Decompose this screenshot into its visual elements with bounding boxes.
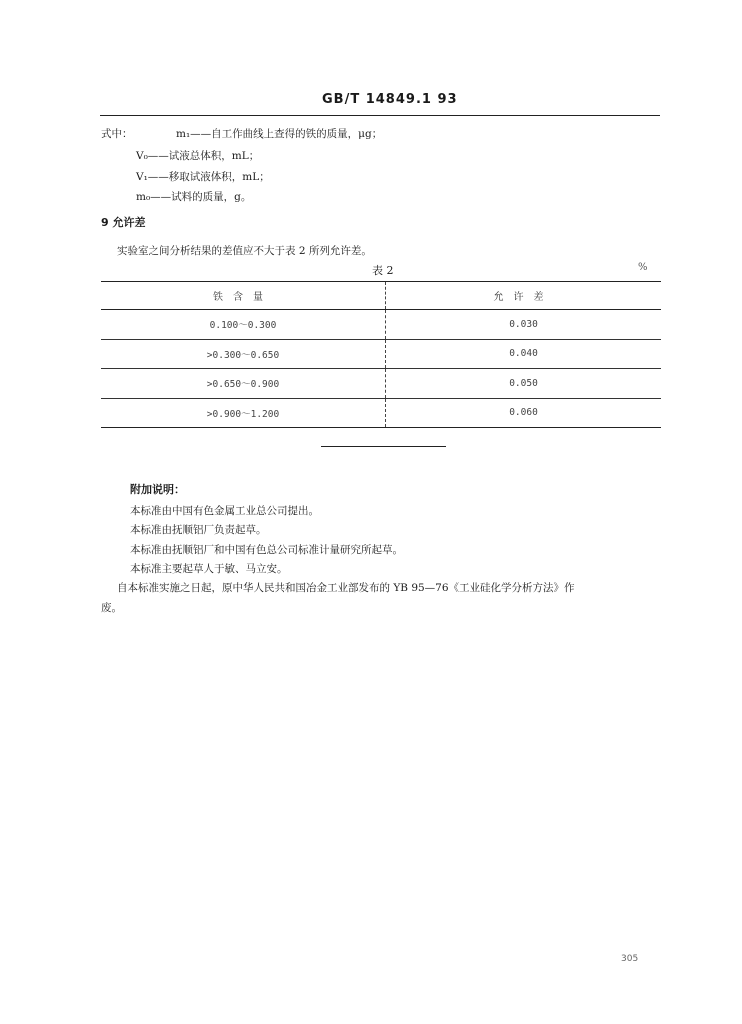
tolerance-table [101, 281, 661, 428]
iron-content-cell: 0.100～0.300 [101, 310, 386, 340]
table-unit: % [638, 262, 648, 273]
iron-content-cell: >0.650～0.900 [101, 369, 386, 399]
page-number: 305 [621, 954, 639, 964]
header-rule [100, 115, 660, 116]
iron-content-cell: >0.300～0.650 [101, 339, 386, 369]
formula-variable-v1: V₁——移取试液体积，mL； [136, 171, 270, 183]
table-header-row [101, 282, 661, 310]
header-iron-content: 铁含量 [101, 282, 386, 310]
tolerance-cell: 0.030 [386, 310, 662, 340]
table-caption: 表 2 [372, 264, 394, 277]
section-text: 实验室之间分析结果的差值应不大于表 2 所列允许差。 [117, 245, 372, 257]
note-line: 本标准由中国有色金属工业总公司提出。 [130, 505, 319, 517]
notes-title: 附加说明： [130, 483, 185, 496]
section-heading: 9 允许差 [101, 216, 146, 229]
header-tolerance: 允许差 [386, 282, 662, 310]
note-line: 本标准由抚顺铝厂和中国有色总公司标准计量研究所起草。 [130, 544, 403, 556]
iron-content-cell: >0.900～1.200 [101, 398, 386, 428]
note-line-continuation: 废。 [101, 602, 122, 614]
end-rule [321, 446, 446, 447]
table-row [101, 310, 661, 340]
tolerance-cell: 0.050 [386, 369, 662, 399]
table-row [101, 369, 661, 399]
tolerance-cell: 0.060 [386, 398, 662, 428]
standard-code: GB/T 14849.1 93 [322, 92, 458, 107]
formula-variable-m0: m₀——试料的质量，g。 [136, 191, 252, 203]
table-row [101, 398, 661, 428]
note-line: 本标准由抚顺铝厂负责起草。 [130, 524, 267, 536]
table-row [101, 339, 661, 369]
note-line: 自本标准实施之日起，原中华人民共和国冶金工业部发布的 YB 95—76《工业硅化学分析方法》作 [117, 582, 575, 594]
note-line: 本标准主要起草人于敏、马立安。 [130, 563, 288, 575]
formula-variable-m1: m₁——自工作曲线上查得的铁的质量，μg； [176, 128, 383, 140]
formula-variable-v0: V₀——试液总体积，mL； [136, 150, 260, 162]
formula-intro: 式中： [101, 128, 133, 140]
tolerance-cell: 0.040 [386, 339, 662, 369]
